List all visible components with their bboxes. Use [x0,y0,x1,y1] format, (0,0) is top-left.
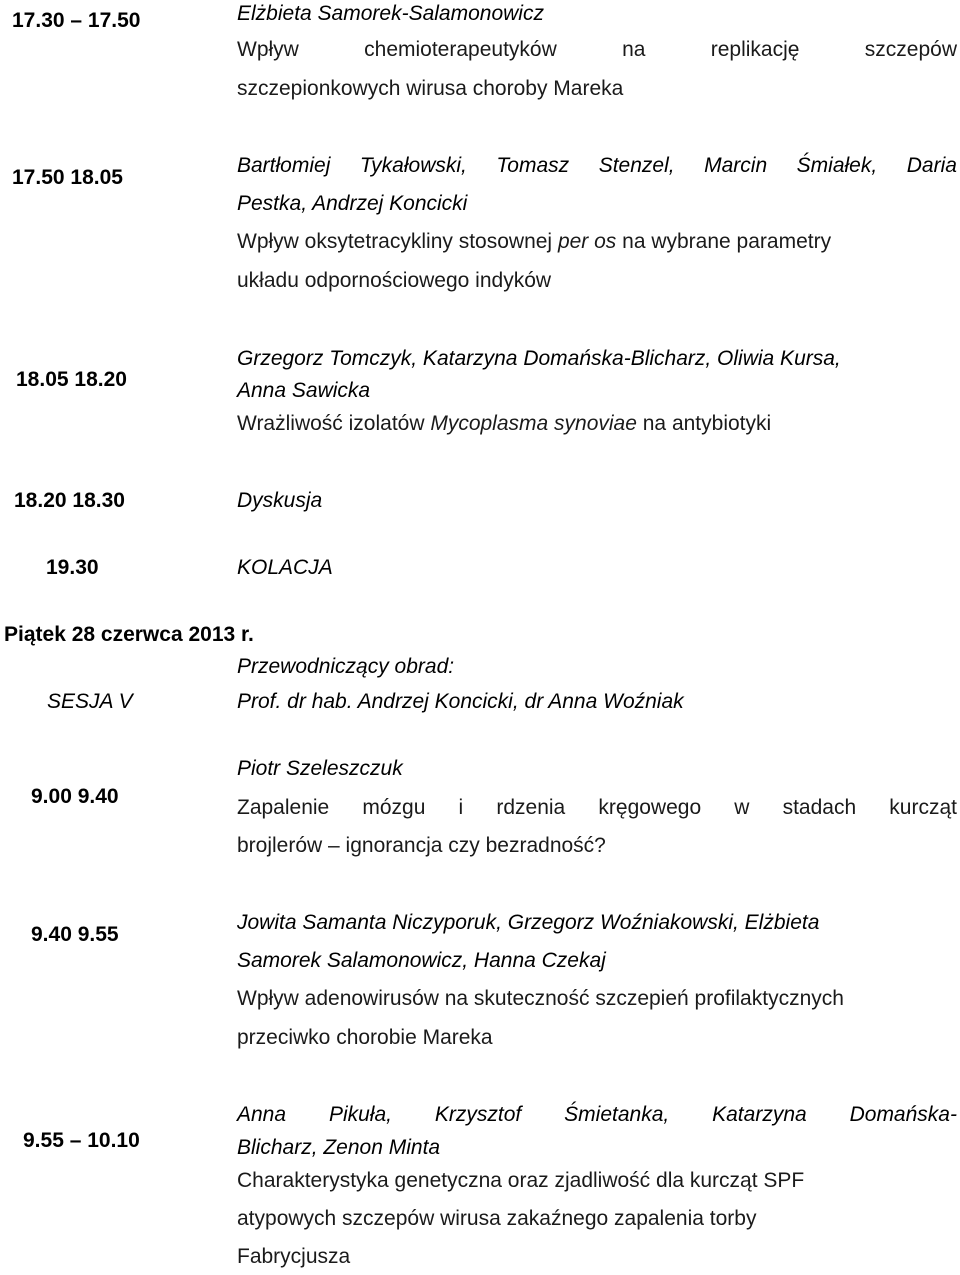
justified-word: kurcząt [889,796,957,819]
time-slot: 19.30 [46,556,99,579]
time-slot: 18.20 18.30 [14,489,125,512]
time-slot: 9.55 – 10.10 [23,1129,140,1152]
justified-word: Wpływ [237,38,299,61]
justified-word: w [734,796,750,819]
justified-word: stadach [782,796,857,819]
time-slot: 18.05 18.20 [16,368,127,391]
justified-word: Bartłomiej [237,154,331,177]
talk-title-line: Wpływ oksytetracykliny stosownej per os na wybrane parametry [237,230,832,253]
justified-word: na [622,38,646,61]
justified-word: chemioterapeutyków [364,38,557,61]
talk-title-line: brojlerów – ignorancja czy bezradność? [237,834,606,857]
discussion-label: Dyskusja [237,489,323,512]
justified-word: Daria [906,154,957,177]
talk-title-line: przeciwko chorobie Mareka [237,1026,493,1049]
talk-title-line: Wrażliwość izolatów Mycoplasma synoviae na antybiotyki [237,412,772,435]
justified-word: Krzysztof [434,1103,522,1126]
justified-word: Tykałowski, [359,154,467,177]
justified-word: kręgowego [598,796,702,819]
talk-authors: Grzegorz Tomczyk, Katarzyna Domańska-Blicharz, Oliwia Kursa, [237,347,841,370]
talk-title-line: układu odpornościowego indyków [237,269,552,292]
justified-word: i [458,796,464,819]
talk-title-line [237,36,957,64]
talk-title-line: Fabrycjusza [237,1245,351,1268]
talk-authors: Samorek Salamonowicz, Hanna Czekaj [237,949,606,972]
talk-title-line: Charakterystyka genetyczna oraz zjadliwość dla kurcząt SPF [237,1169,805,1192]
talk-title-line: szczepionkowych wirusa choroby Mareka [237,77,624,100]
justified-word: Śmiałek, [796,154,878,177]
talk-authors: Piotr Szeleszczuk [237,757,403,780]
talk-title-line [237,794,957,822]
time-slot: 9.00 9.40 [31,785,119,808]
time-slot: 17.30 – 17.50 [12,9,141,32]
justified-word: replikację [710,38,800,61]
justified-word: Zapalenie [237,796,330,819]
talk-authors: Pestka, Andrzej Koncicki [237,192,468,215]
chair-names: Prof. dr hab. Andrzej Koncicki, dr Anna Woźniak [237,690,684,713]
time-slot: 17.50 18.05 [12,166,123,189]
dinner-label: KOLACJA [237,556,333,579]
justified-word: Pikuła, [328,1103,392,1126]
talk-authors: Blicharz, Zenon Minta [237,1136,441,1159]
justified-word: Śmietanka, [564,1103,670,1126]
talk-authors: Elżbieta Samorek-Salamonowicz [237,2,544,25]
day-heading: Piątek 28 czerwca 2013 r. [4,623,254,646]
time-slot: 9.40 9.55 [31,923,119,946]
justified-word: rdzenia [496,796,566,819]
justified-word: Domańska- [849,1103,957,1126]
talk-authors: Anna Sawicka [237,379,371,402]
session-label: SESJA V [47,690,133,713]
justified-word: Stenzel, [598,154,675,177]
justified-word: Anna [237,1103,287,1126]
justified-word: szczepów [864,38,957,61]
talk-authors [237,152,957,180]
justified-word: Marcin [704,154,768,177]
talk-title-line: atypowych szczepów wirusa zakaźnego zapalenia torby [237,1207,757,1230]
chair-label: Przewodniczący obrad: [237,655,455,678]
justified-word: Katarzyna [712,1103,807,1126]
justified-word: Tomasz [496,154,570,177]
justified-word: mózgu [362,796,426,819]
talk-title-line: Wpływ adenowirusów na skuteczność szczepień profilaktycznych [237,987,844,1010]
talk-authors [237,1101,957,1129]
talk-authors: Jowita Samanta Niczyporuk, Grzegorz Woźniakowski, Elżbieta [237,911,820,934]
